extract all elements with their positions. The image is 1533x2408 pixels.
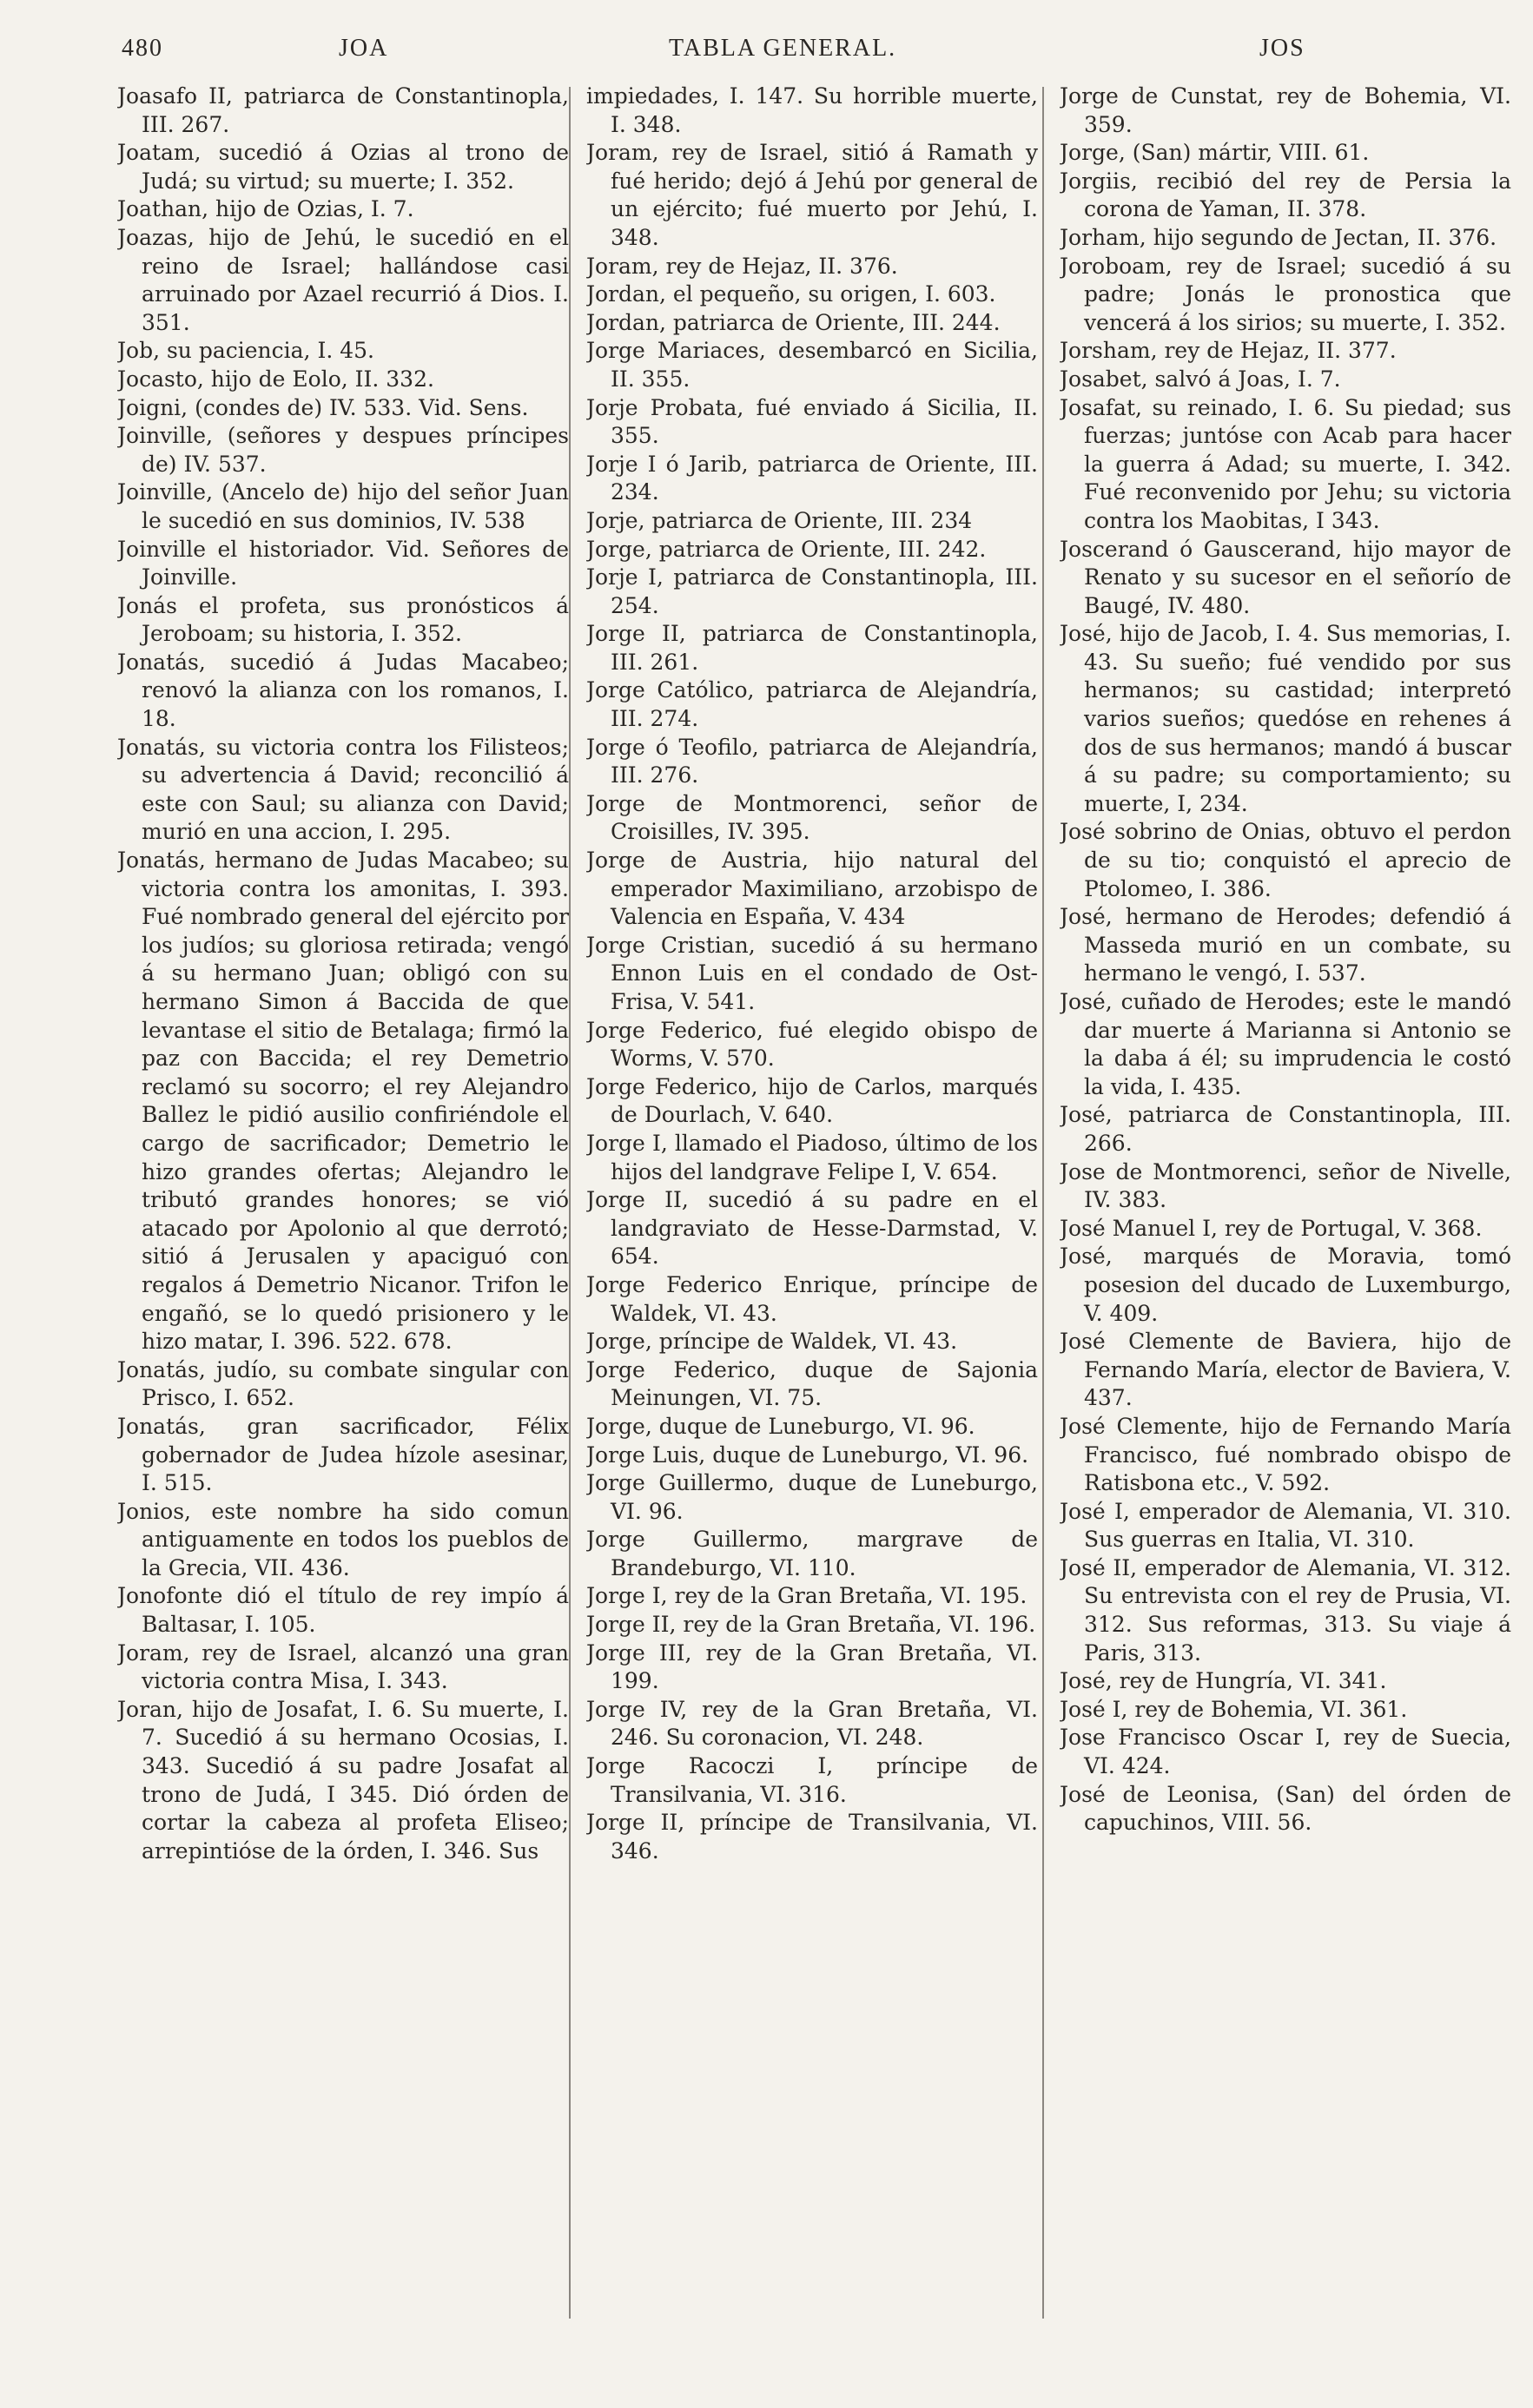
- index-entry: Jonatás, sucedió á Judas Macabeo; renovó la alianza con los romanos, I. 18.: [117, 649, 569, 732]
- index-entry: Jorge Racoczi I, príncipe de Transilvania, VI. 316.: [586, 1753, 1038, 1807]
- index-entry: Jorham, hijo segundo de Jectan, II. 376.: [1060, 224, 1497, 250]
- index-entry: José Manuel I, rey de Portugal, V. 368.: [1060, 1215, 1483, 1241]
- index-entry: Joinville el historiador. Vid. Señores de Joinville.: [117, 536, 569, 590]
- index-entry: Jorge II, sucedió á su padre en el landgraviato de Hesse-Darmstad, V. 654.: [586, 1187, 1038, 1270]
- index-entry: José I, emperador de Alemania, VI. 310. Sus guerras en Italia, VI. 310.: [1060, 1498, 1511, 1553]
- index-entry: Jorge de Montmorenci, señor de Croisilles, IV. 395.: [586, 790, 1038, 845]
- index-entry: Joram, rey de Hejaz, II. 376.: [586, 253, 898, 279]
- index-entry: José de Leonisa, (San) del órden de capuchinos, VIII. 56.: [1060, 1781, 1511, 1836]
- index-entry: Jonatás, gran sacrificador, Félix gobernador de Judea hízole asesinar, I. 515.: [117, 1413, 569, 1496]
- index-entry: Joram, rey de Israel, sitió á Ramath y fué herido; dejó á Jehú por general de un ejército; fué muerto por Jehú, I. 348.: [586, 140, 1038, 250]
- index-entry: Josafat, su reinado, I. 6. Su piedad; sus fuerzas; juntóse con Acab para hacer la guerra á Adad; su muerte, I. 342. Fué reconvenido por Jehu; su victoria contra los Maobitas, I 343.: [1060, 394, 1511, 533]
- page-header: [122, 35, 1511, 78]
- index-entry: Jorge Mariaces, desembarcó en Sicilia, II. 355.: [586, 338, 1038, 392]
- index-entry: Joazas, hijo de Jehú, le sucedió en el reino de Israel; hallándose casi arruinado por Azael recurrió á Dios. I. 351.: [117, 224, 569, 335]
- left-running-head: JOA: [339, 35, 389, 62]
- page-number: 480: [122, 35, 163, 62]
- index-entry: Josabet, salvó á Joas, I. 7.: [1060, 366, 1341, 392]
- index-entry: Jorgiis, recibió del rey de Persia la corona de Yaman, II. 378.: [1060, 168, 1511, 222]
- index-entry: José, rey de Hungría, VI. 341.: [1060, 1668, 1387, 1694]
- index-column-3: [1060, 82, 1511, 1837]
- center-running-head: TABLA GENERAL.: [669, 35, 897, 62]
- index-column-2: [586, 82, 1038, 1865]
- index-entry: Jorje I ó Jarib, patriarca de Oriente, III. 234.: [586, 451, 1038, 505]
- index-entry: José, hijo de Jacob, I. 4. Sus memorias, I. 43. Su sueño; fué vendido por sus hermanos; su castidad; interpretó varios sueños; quedóse en rehenes á dos de sus hermanos; mandó á buscar á su padre; su comportamiento; su muerte, I, 234.: [1060, 621, 1511, 816]
- index-entry: Jonatás, hermano de Judas Macabeo; su victoria contra los amonitas, I. 393. Fué nombrado general del ejército por los judíos; su gloriosa retirada; vengó á su hermano Juan; obligó con su hermano Simon á Baccida de que levantase el sitio de Betalaga; firmó la paz con Baccida; el rey Demetrio reclamó su socorro; el rey Alejandro Ballez le pidió ausilio confiriéndole el cargo de sacrificador; Demetrio le hizo grandes ofertas; Alejandro le tributó grandes honores; se vió atacado por Apolonio al que derrotó; sitió á Jerusalen y apaciguó con regalos á Demetrio Nicanor. Trifon le engañó, se lo quedó prisionero y le hizo matar, I. 396. 522. 678.: [117, 848, 569, 1355]
- index-entry: Joram, rey de Israel, alcanzó una gran victoria contra Misa, I. 343.: [117, 1639, 569, 1694]
- index-entry: Jonás el profeta, sus pronósticos á Jeroboam; su historia, I. 352.: [117, 592, 569, 647]
- index-entry: José Clemente de Baviera, hijo de Fernando María, elector de Baviera, V. 437.: [1060, 1329, 1511, 1411]
- index-entry: Jorge ó Teofilo, patriarca de Alejandría, III. 276.: [586, 734, 1038, 788]
- index-entry: impiedades, I. 147. Su horrible muerte, I. 348.: [586, 83, 1038, 137]
- index-entry: Jordan, el pequeño, su origen, I. 603.: [586, 281, 996, 307]
- index-entry: Jorje Probata, fué enviado á Sicilia, II. 355.: [586, 394, 1038, 449]
- index-entry: Jorge Católico, patriarca de Alejandría, III. 274.: [586, 677, 1038, 732]
- index-entry: Jorge, patriarca de Oriente, III. 242.: [586, 536, 987, 562]
- index-entry: Jose de Montmorenci, señor de Nivelle, IV. 383.: [1060, 1158, 1511, 1213]
- index-entry: Joigni, (condes de) IV. 533. Vid. Sens.: [117, 394, 529, 420]
- index-entry: Jocasto, hijo de Eolo, II. 332.: [117, 366, 434, 392]
- index-entry: José Clemente, hijo de Fernando María Francisco, fué nombrado obispo de Ratisbona etc., V. 592.: [1060, 1413, 1511, 1496]
- index-entry: Jorge II, rey de la Gran Bretaña, VI. 196.: [586, 1612, 1036, 1638]
- index-entry: Jorge Federico, hijo de Carlos, marqués de Dourlach, V. 640.: [586, 1073, 1038, 1128]
- index-entry: Joinville, (Ancelo de) hijo del señor Juan le sucedió en sus dominios, IV. 538: [117, 479, 569, 533]
- index-entry: Jorge Guillermo, duque de Luneburgo, VI. 96.: [586, 1470, 1038, 1524]
- index-entry: Jorge Federico Enrique, príncipe de Waldek, VI. 43.: [586, 1271, 1038, 1326]
- index-entry: Jorge Federico, fué elegido obispo de Worms, V. 570.: [586, 1017, 1038, 1072]
- index-entry: Jorje, patriarca de Oriente, III. 234: [586, 507, 973, 533]
- index-entry: Jorge de Austria, hijo natural del emperador Maximiliano, arzobispo de Valencia en España, V. 434: [586, 848, 1038, 930]
- index-entry: Jorge I, llamado el Piadoso, último de los hijos del landgrave Felipe I, V. 654.: [586, 1130, 1038, 1184]
- index-entry: Jorge II, patriarca de Constantinopla, III. 261.: [586, 621, 1038, 675]
- index-entry: José, patriarca de Constantinopla, III. 266.: [1060, 1102, 1511, 1156]
- index-entry: Jorge I, rey de la Gran Bretaña, VI. 195.: [586, 1583, 1028, 1609]
- index-entry: Joran, hijo de Josafat, I. 6. Su muerte, I. 7. Sucedió á su hermano Ocosias, I. 343. Sucedió á su padre Josafat al trono de Judá, I 345. Dió órden de cortar la cabeza al profeta Eliseo; arrepintióse de la órden, I. 346. Sus: [117, 1696, 569, 1864]
- column-divider: [1042, 87, 1044, 2319]
- index-entry: Jorge IV, rey de la Gran Bretaña, VI. 246. Su coronacion, VI. 248.: [586, 1696, 1038, 1751]
- index-entry: Jonios, este nombre ha sido comun antiguamente en todos los pueblos de la Grecia, VII. 436.: [117, 1498, 569, 1580]
- index-entry: Jorge, duque de Luneburgo, VI. 96.: [586, 1413, 975, 1439]
- index-entry: José, marqués de Moravia, tomó posesion del ducado de Luxemburgo, V. 409.: [1060, 1244, 1511, 1326]
- index-entry: Job, su paciencia, I. 45.: [117, 338, 374, 364]
- index-entry: Joasafo II, patriarca de Constantinopla, III. 267.: [117, 83, 569, 137]
- index-entry: Jorge, príncipe de Waldek, VI. 43.: [586, 1329, 958, 1355]
- index-entry: José II, emperador de Alemania, VI. 312. Su entrevista con el rey de Prusia, VI. 312. Sus reformas, 313. Su viaje á Paris, 313.: [1060, 1554, 1511, 1666]
- index-entry: Jorge de Cunstat, rey de Bohemia, VI. 359.: [1060, 83, 1511, 137]
- index-entry: Jorge Guillermo, margrave de Brandeburgo, VI. 110.: [586, 1527, 1038, 1580]
- index-entry: Joscerand ó Gauscerand, hijo mayor de Renato y su sucesor en el señorío de Baugé, IV. 480.: [1060, 536, 1511, 618]
- index-entry: Jorge Luis, duque de Luneburgo, VI. 96.: [586, 1442, 1029, 1468]
- index-entry: José, cuñado de Herodes; este le mandó dar muerte á Marianna si Antonio se la daba á él; su imprudencia le costó la vida, I. 435.: [1060, 989, 1511, 1099]
- index-entry: Jorge III, rey de la Gran Bretaña, VI. 199.: [586, 1639, 1038, 1694]
- index-entry: Jonatás, su victoria contra los Filisteos; su advertencia á David; reconcilió á este con Saul; su alianza con David; murió en una accion, I. 295.: [117, 734, 569, 845]
- index-entry: Joathan, hijo de Ozias, I. 7.: [117, 196, 414, 222]
- index-entry: José I, rey de Bohemia, VI. 361.: [1060, 1696, 1408, 1722]
- index-entry: Jorge Federico, duque de Sajonia Meinungen, VI. 75.: [586, 1356, 1038, 1411]
- index-column-1: [117, 82, 569, 1865]
- index-entry: Jorge Cristian, sucedió á su hermano Ennon Luis en el condado de Ost-Frisa, V. 541.: [586, 932, 1038, 1014]
- index-entry: Jonofonte dió el título de rey impío á Baltasar, I. 105.: [117, 1583, 569, 1638]
- index-entry: Jorge II, príncipe de Transilvania, VI. 346.: [586, 1810, 1038, 1864]
- index-entry: Joinville, (señores y despues príncipes de) IV. 537.: [117, 423, 569, 477]
- index-entry: Jorge, (San) mártir, VIII. 61.: [1060, 140, 1370, 166]
- index-entry: Jorsham, rey de Hejaz, II. 377.: [1060, 338, 1397, 364]
- index-entry: Joroboam, rey de Israel; sucedió á su padre; Jonás le pronostica que vencerá á los sirios; su muerte, I. 352.: [1060, 253, 1511, 335]
- index-entry: José sobrino de Onias, obtuvo el perdon de su tio; conquistó el aprecio de Ptolomeo, I. 386.: [1060, 819, 1511, 901]
- column-divider: [569, 87, 571, 2319]
- right-running-head: JOS: [1259, 35, 1305, 62]
- index-entry: Jorje I, patriarca de Constantinopla, III. 254.: [586, 564, 1038, 618]
- index-entry: Jordan, patriarca de Oriente, III. 244.: [586, 309, 1001, 335]
- index-entry: Jose Francisco Oscar I, rey de Suecia, VI. 424.: [1060, 1725, 1511, 1779]
- index-entry: Joatam, sucedió á Ozias al trono de Judá; su virtud; su muerte; I. 352.: [117, 140, 569, 194]
- index-entry: Jonatás, judío, su combate singular con Prisco, I. 652.: [117, 1356, 569, 1411]
- index-entry: José, hermano de Herodes; defendió á Masseda murió en un combate, su hermano le vengó, I. 537.: [1060, 904, 1511, 986]
